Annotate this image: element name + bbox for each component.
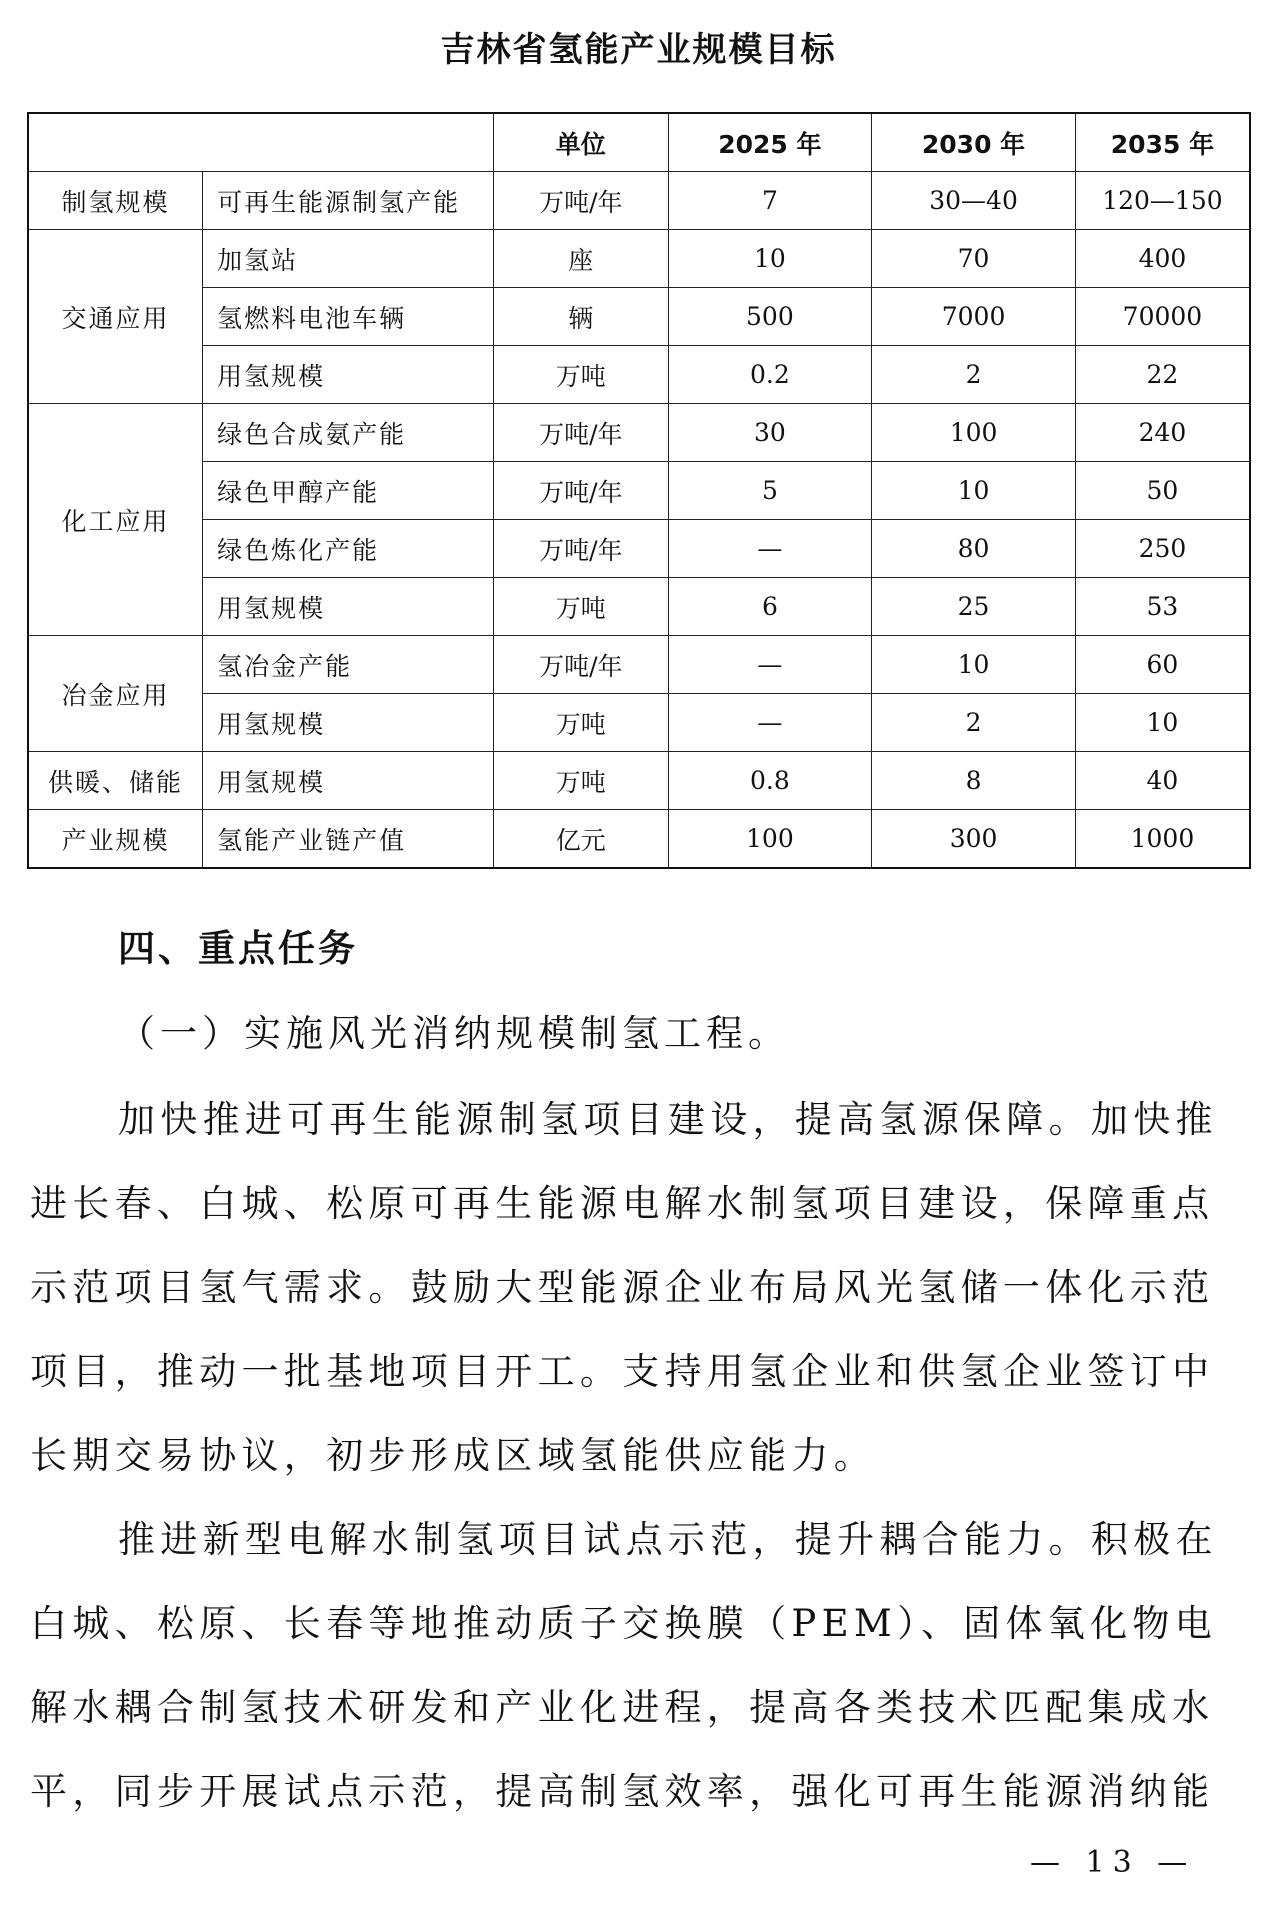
- item-cell: 氢冶金产能: [203, 636, 494, 694]
- value-2035-cell: 10: [1075, 694, 1250, 752]
- item-cell: 绿色甲醇产能: [203, 462, 494, 520]
- item-cell: 绿色炼化产能: [203, 520, 494, 578]
- value-2030-cell: 10: [872, 462, 1076, 520]
- value-2035-cell: 120—150: [1075, 172, 1250, 230]
- item-cell: 可再生能源制氢产能: [203, 172, 494, 230]
- item-cell: 用氢规模: [203, 694, 494, 752]
- table-row: [28, 578, 1250, 636]
- value-2025-cell: —: [668, 520, 872, 578]
- item-cell: 加氢站: [203, 230, 494, 288]
- item-cell: 用氢规模: [203, 752, 494, 810]
- table-row: [28, 694, 1250, 752]
- category-cell: 交通应用: [28, 230, 203, 404]
- value-2035-cell: 400: [1075, 230, 1250, 288]
- paragraph-1: [30, 1078, 1250, 1498]
- unit-cell: 万吨/年: [494, 636, 669, 694]
- value-2030-cell: 30—40: [872, 172, 1076, 230]
- value-2035-cell: 53: [1075, 578, 1250, 636]
- table-row: [28, 752, 1250, 810]
- value-2035-cell: 60: [1075, 636, 1250, 694]
- table-row: [28, 520, 1250, 578]
- value-2025-cell: —: [668, 694, 872, 752]
- header-2030: 2030 年: [872, 113, 1076, 172]
- item-cell: 用氢规模: [203, 578, 494, 636]
- page-number: — 13 —: [1030, 1845, 1196, 1880]
- unit-cell: 万吨: [494, 752, 669, 810]
- value-2035-cell: 240: [1075, 404, 1250, 462]
- value-2030-cell: 300: [872, 810, 1076, 869]
- table-row: [28, 172, 1250, 230]
- unit-cell: 辆: [494, 288, 669, 346]
- value-2025-cell: 0.8: [668, 752, 872, 810]
- value-2030-cell: 80: [872, 520, 1076, 578]
- unit-cell: 万吨: [494, 694, 669, 752]
- table-row: [28, 404, 1250, 462]
- value-2035-cell: 250: [1075, 520, 1250, 578]
- value-2030-cell: 2: [872, 694, 1076, 752]
- header-unit: 单位: [494, 113, 669, 172]
- header-2035: 2035 年: [1075, 113, 1250, 172]
- section-heading: 四、重点任务: [118, 927, 358, 970]
- value-2035-cell: 50: [1075, 462, 1250, 520]
- table-header-row: [28, 113, 1250, 172]
- table-row: [28, 462, 1250, 520]
- value-2025-cell: 100: [668, 810, 872, 869]
- category-cell: 产业规模: [28, 810, 203, 869]
- value-2030-cell: 7000: [872, 288, 1076, 346]
- value-2025-cell: 7: [668, 172, 872, 230]
- unit-cell: 万吨: [494, 346, 669, 404]
- unit-cell: 亿元: [494, 810, 669, 869]
- value-2025-cell: 5: [668, 462, 872, 520]
- value-2030-cell: 10: [872, 636, 1076, 694]
- value-2035-cell: 22: [1075, 346, 1250, 404]
- hydrogen-targets-table: [27, 112, 1251, 869]
- value-2030-cell: 100: [872, 404, 1076, 462]
- table-row: [28, 810, 1250, 869]
- item-cell: 氢能产业链产值: [203, 810, 494, 869]
- unit-cell: 万吨: [494, 578, 669, 636]
- header-2025: 2025 年: [668, 113, 872, 172]
- value-2025-cell: 10: [668, 230, 872, 288]
- unit-cell: 万吨/年: [494, 520, 669, 578]
- paragraph-line: 平，同步开展试点示范，提高制氢效率，强化可再生能源消纳能: [30, 1770, 1215, 1813]
- paragraph-2: [30, 1498, 1250, 1834]
- unit-cell: 座: [494, 230, 669, 288]
- paragraph-line: 解水耦合制氢技术研发和产业化进程，提高各类技术匹配集成水: [30, 1686, 1215, 1729]
- unit-cell: 万吨/年: [494, 172, 669, 230]
- category-cell: 制氢规模: [28, 172, 203, 230]
- paragraph-line: 项目，推动一批基地项目开工。支持用氢企业和供氢企业签订中: [30, 1350, 1215, 1393]
- value-2030-cell: 2: [872, 346, 1076, 404]
- item-cell: 氢燃料电池车辆: [203, 288, 494, 346]
- value-2035-cell: 70000: [1075, 288, 1250, 346]
- paragraph-line: 白城、松原、长春等地推动质子交换膜（PEM）、固体氧化物电: [30, 1602, 1217, 1645]
- value-2025-cell: 6: [668, 578, 872, 636]
- header-blank: [28, 113, 494, 172]
- table-row: [28, 288, 1250, 346]
- unit-cell: 万吨/年: [494, 404, 669, 462]
- value-2035-cell: 40: [1075, 752, 1250, 810]
- category-cell: 供暖、储能: [28, 752, 203, 810]
- sub-heading: （一）实施风光消纳规模制氢工程。: [118, 1012, 790, 1055]
- paragraph-line: 推进新型电解水制氢项目试点示范，提升耦合能力。积极在: [118, 1518, 1218, 1561]
- table-row: [28, 346, 1250, 404]
- category-cell: 冶金应用: [28, 636, 203, 752]
- unit-cell: 万吨/年: [494, 462, 669, 520]
- value-2030-cell: 70: [872, 230, 1076, 288]
- table-row: [28, 636, 1250, 694]
- value-2025-cell: —: [668, 636, 872, 694]
- value-2025-cell: 0.2: [668, 346, 872, 404]
- table-row: [28, 230, 1250, 288]
- value-2035-cell: 1000: [1075, 810, 1250, 869]
- value-2025-cell: 30: [668, 404, 872, 462]
- paragraph-line: 示范项目氢气需求。鼓励大型能源企业布局风光氢储一体化示范: [30, 1266, 1215, 1309]
- item-cell: 绿色合成氨产能: [203, 404, 494, 462]
- value-2030-cell: 8: [872, 752, 1076, 810]
- category-cell: 化工应用: [28, 404, 203, 636]
- value-2030-cell: 25: [872, 578, 1076, 636]
- item-cell: 用氢规模: [203, 346, 494, 404]
- paragraph-line: 进长春、白城、松原可再生能源电解水制氢项目建设，保障重点: [30, 1182, 1215, 1225]
- paragraph-line: 加快推进可再生能源制氢项目建设，提高氢源保障。加快推: [118, 1098, 1218, 1141]
- paragraph-line: 长期交易协议，初步形成区域氢能供应能力。: [30, 1434, 876, 1477]
- value-2025-cell: 500: [668, 288, 872, 346]
- table-title: 吉林省氢能产业规模目标: [440, 30, 837, 70]
